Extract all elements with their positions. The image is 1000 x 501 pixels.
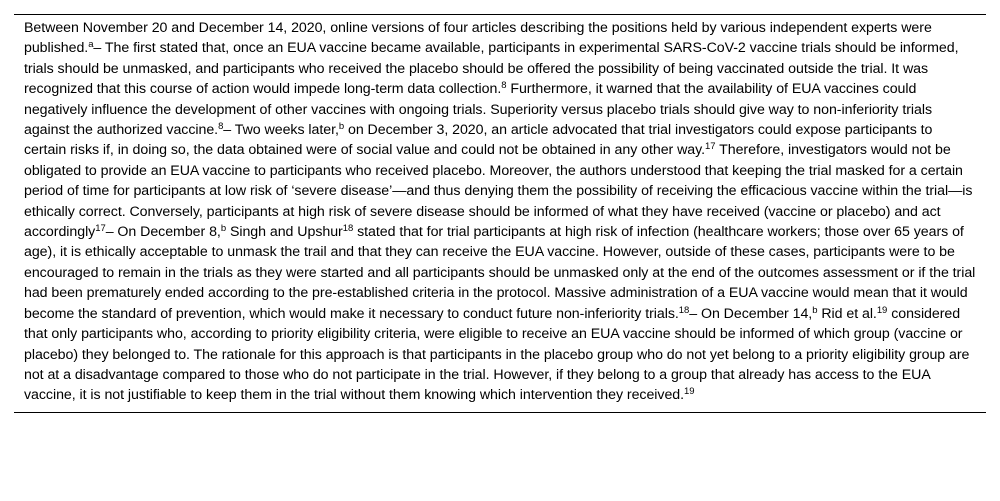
text-run: considered that only participants who, according to priority eligibility criteria, were eligible to receive an EUA vaccine should be informed of which group (vaccine or placebo) they belonged to. The rationale for this approach is that participants in the placebo group who do not yet belong to a priority eligibility group are not at a disadvantage compared to those who do not participate in the trial. However, if they belong to a group that already has access to the EUA vaccine, it is not justifiable to keep them in the trial without them knowing which intervention they received.	[24, 305, 970, 404]
text-run: Therefore, investigators would not be obligated to provide an EUA vaccine to participants who received placebo. Moreover, the authors understood that keeping the trial masked for a certain period of time for participants at low risk of ‘severe disease’—and thus denying them the possibility of receiving the efficacious vaccine within the trial—is ethically correct. Conversely, participants at high risk of severe disease should be informed of what they have received (vaccine or placebo) and act accordingly	[24, 142, 973, 241]
footnote-marker: 19	[684, 386, 695, 398]
footnote-marker: 8	[501, 80, 507, 92]
text-run: – The first stated that, once an EUA vaccine became available, participants in experimental SARS-CoV-2 vaccine trials should be informed, trials should be unmasked, and participants who received the placebo should be offered the possibility of being vaccinated outside the trial. It was recognized that this course of action would impede long-term data collection.	[24, 40, 959, 98]
text-run: Between November 20 and December 14, 2020, online versions of four articles describing the positions held by various independent experts were published.	[24, 20, 932, 57]
footnote-marker: 19	[876, 304, 888, 316]
footnote-marker: 18	[342, 223, 354, 235]
text-run: Rid et al.	[817, 305, 877, 322]
text-run: – On December 14,	[689, 305, 813, 322]
table-cell	[14, 14, 986, 413]
footnote-marker: 17	[95, 223, 106, 235]
footnote-marker: b	[812, 304, 818, 316]
body-paragraph	[14, 18, 986, 406]
footnote-marker: 8	[218, 121, 224, 133]
footnote-marker: a	[88, 39, 94, 51]
footnote-marker: b	[220, 223, 227, 235]
footnote-marker: 18	[678, 304, 690, 316]
text-run: on December 3, 2020, an article advocated that trial investigators could expose participants to certain risks if, in doing so, the data obtained were of social value and could not be obtained in any other way.	[24, 122, 933, 159]
text-run: – On December 8,	[105, 224, 221, 241]
text-run: Furthermore, it warned that the availability of EUA vaccines could negatively influence the development of other vaccines with ongoing trials. Superiority versus placebo trials should give way to non-inferiority trials against the authorized vaccine.	[24, 81, 933, 139]
footnote-marker: 17	[705, 141, 716, 153]
text-run: stated that for trial participants at high risk of infection (healthcare workers; those over 65 years of age), it is ethically acceptable to unmask the trail and that they can receive the EUA vaccine. However, outside of these cases, participants were to be encouraged to remain in the trials as they were started and all participants should be unmasked only at the end of the outcomes assessment or if the trial had been prematurely ended according to the pre-established criteria in the protocol. Massive administration of a EUA vaccine would mean that it would become the standard of prevention, which would make it necessary to conduct future non-inferiority trials.	[24, 224, 976, 322]
text-run: – Two weeks later,	[223, 122, 339, 139]
footnote-marker: b	[338, 121, 345, 133]
text-run: Singh and Upshur	[226, 224, 343, 241]
